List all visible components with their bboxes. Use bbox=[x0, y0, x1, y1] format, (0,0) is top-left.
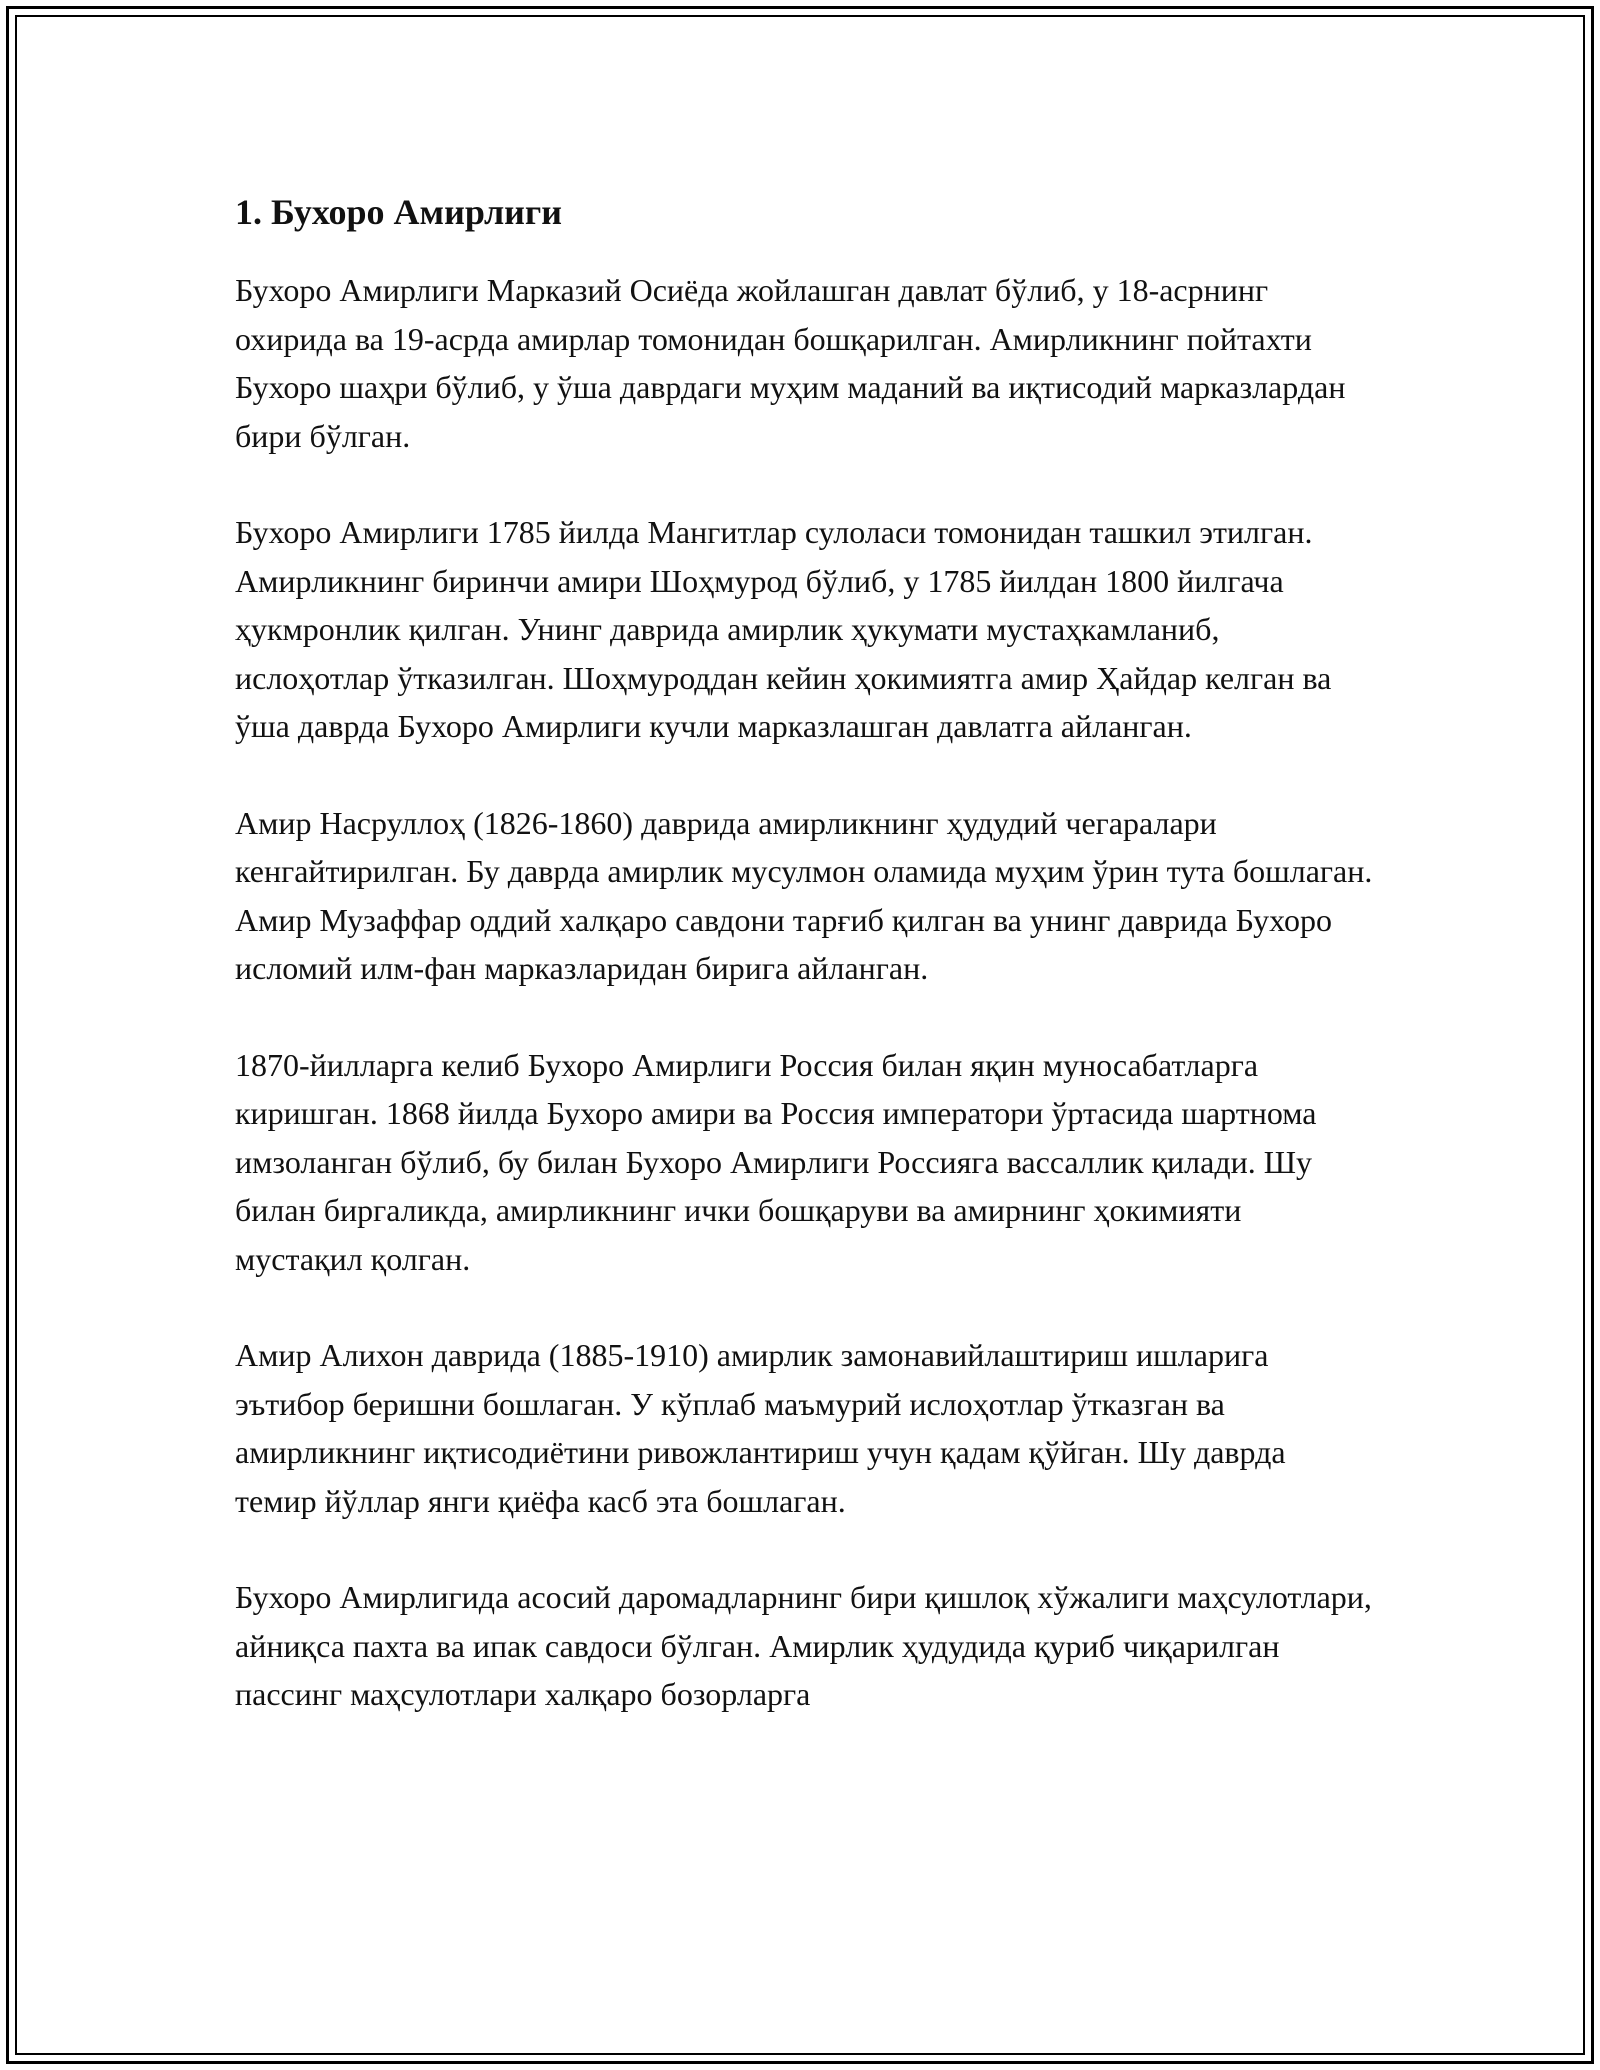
paragraph-russia-relations: 1870-йилларга келиб Бухоро Амирлиги Россия билан яқин муносабатларга киришган. 1868 йилда Бухоро амири ва Россия императори ўртасида шартнома имзоланган бўлиб, бу билан Бухоро Амирлиги Россияга вассаллик қилади. Шу билан биргаликда, амирликнинг ички бошқаруви ва амирнинг ҳокимияти мустақил қолган. bbox=[235, 1046, 1317, 1277]
document-body bbox=[235, 185, 1375, 1767]
section-heading: 1. Бухоро Амирлиги bbox=[235, 192, 562, 232]
paragraph-mangit-dynasty: Бухоро Амирлиги 1785 йилда Мангитлар сулоласи томонидан ташкил этилган. Амирликнинг биринчи амири Шоҳмурод бўлиб, у 1785 йилдан 1800 йилгача ҳукмронлик қилган. Унинг даврида амирлик ҳукумати мустаҳкамланиб, ислоҳотлар ўтказилган. Шоҳмуроддан кейин ҳокимиятга амир Ҳайдар келган ва ўша даврда Бухоро Амирлиги кучли марказлашган давлатга айланган. bbox=[235, 514, 1332, 744]
paragraph-alikhon-reforms: Амир Алихон даврида (1885-1910) амирлик замонавийлаштириш ишларига эътибор беришни бошлаган. У кўплаб маъмурий ислоҳотлар ўтказган ва амирликнинг иқтисодиётини ривожлантириш учун қадам қўйган. Шу даврда темир йўллар янги қиёфа касб эта бошлаган. bbox=[235, 1337, 1286, 1519]
paragraph-founding-overview: Бухоро Амирлиги Марказий Осиёда жойлашган давлат бўлиб, у 18-асрнинг охирида ва 19-асрда амирлар томонидан бошқарилган. Амирликнинг пойтахти Бухоро шаҳри бўлиб, у ўша даврдаги муҳим маданий ва иқтисодий марказлардан бири бўлган. bbox=[235, 272, 1346, 454]
paragraph-nasrullah-era: Амир Насруллоҳ (1826-1860) даврида амирликнинг ҳудудий чегаралари кенгайтирилган. Бу даврда амирлик мусулмон оламида муҳим ўрин тута бошлаган. Амир Музаффар оддий халқаро савдони тарғиб қилган ва унинг даврида Бухоро исломий илм-фан марказларидан бирига айланган. bbox=[235, 804, 1373, 986]
paragraph-economy: Бухоро Амирлигида асосий даромадларнинг бири қишлоқ хўжалиги маҳсулотлари, айниқса пахта ва ипак савдоси бўлган. Амирлик ҳудудида қуриб чиқарилган пассинг маҳсулотлари халқаро бозорларга bbox=[235, 1579, 1372, 1712]
